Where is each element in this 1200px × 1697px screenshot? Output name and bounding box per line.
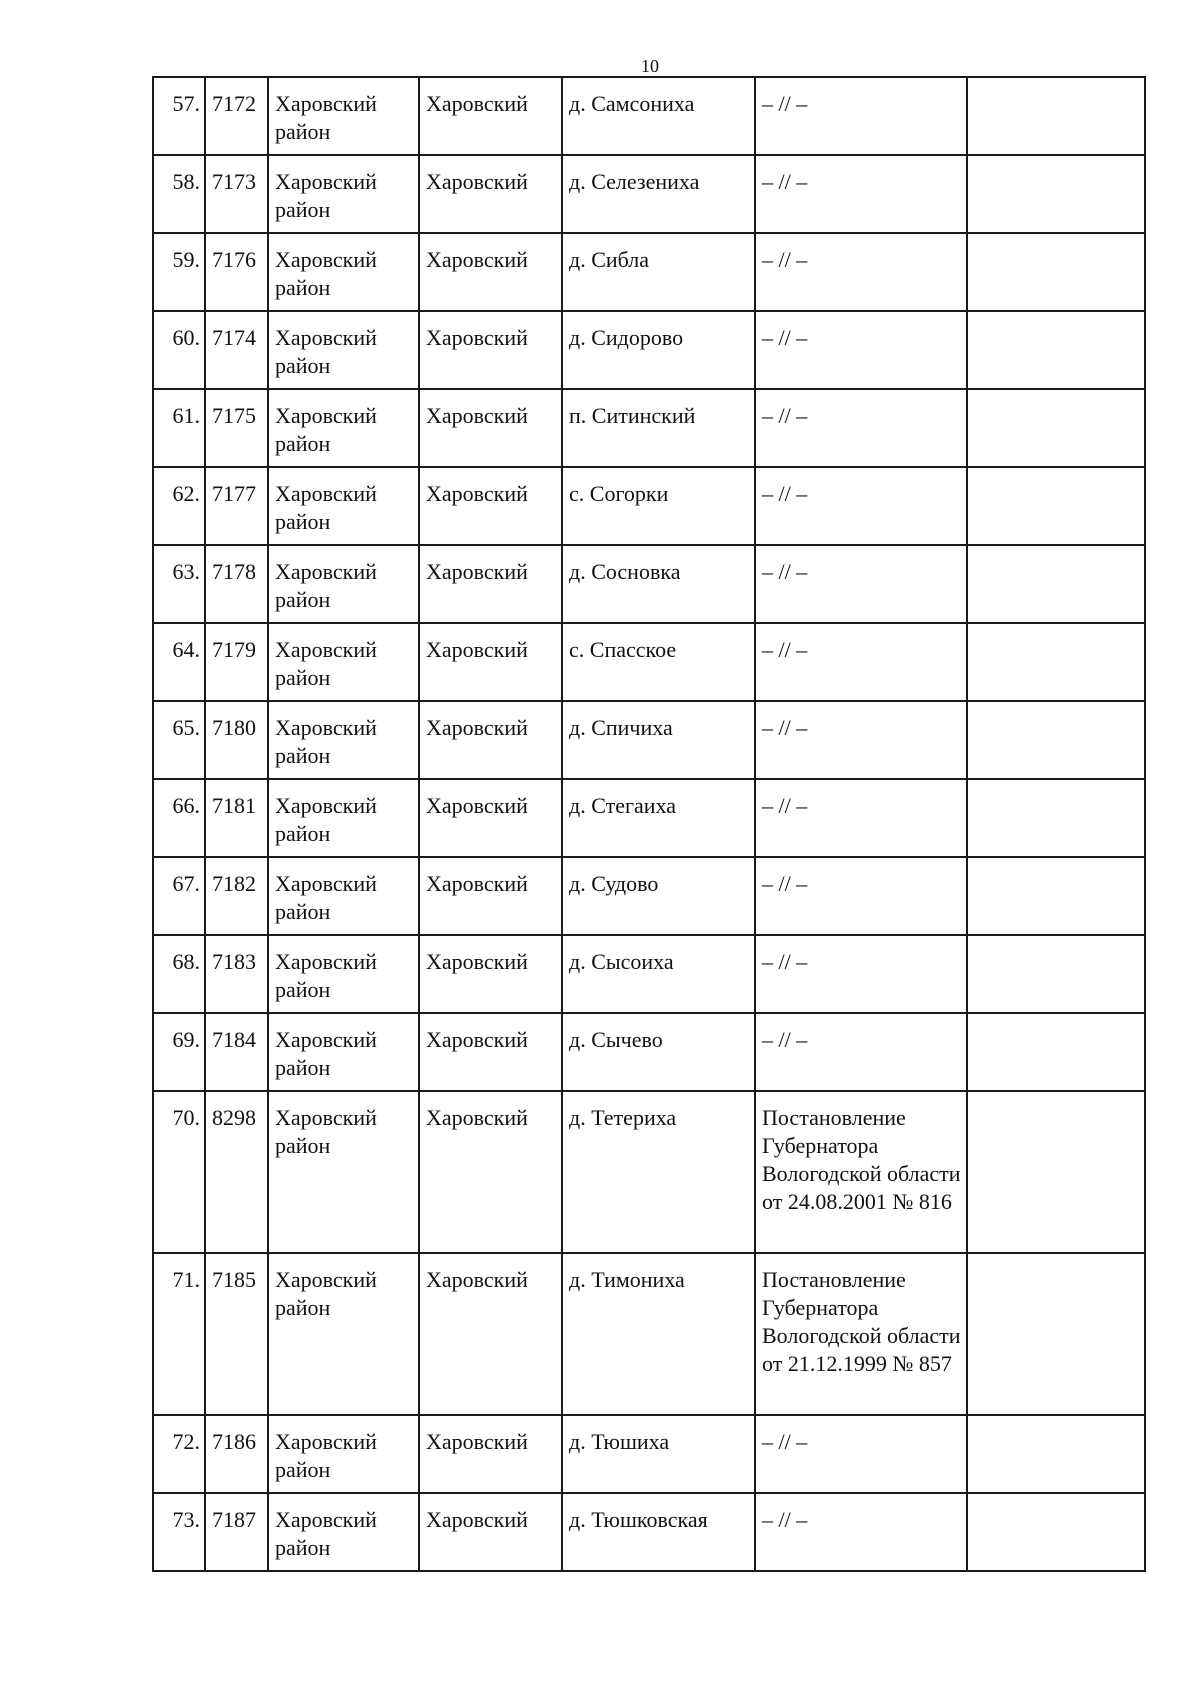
settlement-code: 7176	[205, 233, 268, 311]
note-cell	[967, 155, 1145, 233]
row-number: 63.	[153, 545, 205, 623]
settlement-code: 7186	[205, 1415, 268, 1493]
note-cell	[967, 77, 1145, 155]
table-row	[153, 467, 1145, 545]
settlement-name: д. Сычево	[562, 1013, 755, 1091]
table-row	[153, 311, 1145, 389]
settlement-name: д. Тюшковская	[562, 1493, 755, 1571]
settlement-code: 7185	[205, 1253, 268, 1415]
note-cell	[967, 1415, 1145, 1493]
municipality-name: Харовский	[419, 545, 562, 623]
settlement-code: 7173	[205, 155, 268, 233]
settlements-table	[152, 76, 1146, 1572]
table-row	[153, 1091, 1145, 1253]
note-cell	[967, 857, 1145, 935]
district-name: Харовский район	[268, 1091, 419, 1253]
legal-basis: – // –	[755, 467, 967, 545]
settlement-code: 7172	[205, 77, 268, 155]
municipality-name: Харовский	[419, 701, 562, 779]
row-number: 68.	[153, 935, 205, 1013]
municipality-name: Харовский	[419, 467, 562, 545]
legal-basis: – // –	[755, 311, 967, 389]
row-number: 58.	[153, 155, 205, 233]
settlement-code: 7177	[205, 467, 268, 545]
municipality-name: Харовский	[419, 779, 562, 857]
district-name: Харовский район	[268, 389, 419, 467]
settlement-code: 7174	[205, 311, 268, 389]
settlement-name: д. Самсониха	[562, 77, 755, 155]
row-number: 65.	[153, 701, 205, 779]
municipality-name: Харовский	[419, 935, 562, 1013]
municipality-name: Харовский	[419, 311, 562, 389]
municipality-name: Харовский	[419, 77, 562, 155]
table-body	[153, 77, 1145, 1571]
row-number: 61.	[153, 389, 205, 467]
table-row	[153, 545, 1145, 623]
legal-basis: – // –	[755, 77, 967, 155]
note-cell	[967, 233, 1145, 311]
district-name: Харовский район	[268, 1253, 419, 1415]
legal-basis: Постановление Губернатора Вологодской области от 24.08.2001 № 816	[755, 1091, 967, 1253]
settlement-code: 7175	[205, 389, 268, 467]
settlement-name: д. Тимониха	[562, 1253, 755, 1415]
table-row	[153, 1013, 1145, 1091]
settlement-name: д. Селезениха	[562, 155, 755, 233]
row-number: 64.	[153, 623, 205, 701]
note-cell	[967, 545, 1145, 623]
legal-basis: – // –	[755, 857, 967, 935]
note-cell	[967, 779, 1145, 857]
settlement-code: 7183	[205, 935, 268, 1013]
legal-basis: – // –	[755, 389, 967, 467]
note-cell	[967, 1013, 1145, 1091]
row-number: 70.	[153, 1091, 205, 1253]
legal-basis: Постановление Губернатора Вологодской области от 21.12.1999 № 857	[755, 1253, 967, 1415]
municipality-name: Харовский	[419, 233, 562, 311]
settlement-name: д. Судово	[562, 857, 755, 935]
note-cell	[967, 311, 1145, 389]
settlement-name: с. Спасское	[562, 623, 755, 701]
district-name: Харовский район	[268, 233, 419, 311]
note-cell	[967, 1091, 1145, 1253]
settlement-name: д. Сидорово	[562, 311, 755, 389]
row-number: 57.	[153, 77, 205, 155]
note-cell	[967, 1493, 1145, 1571]
municipality-name: Харовский	[419, 623, 562, 701]
table-row	[153, 233, 1145, 311]
table-row	[153, 389, 1145, 467]
settlement-name: д. Спичиха	[562, 701, 755, 779]
table-row	[153, 155, 1145, 233]
note-cell	[967, 467, 1145, 545]
district-name: Харовский район	[268, 545, 419, 623]
table-row	[153, 779, 1145, 857]
legal-basis: – // –	[755, 701, 967, 779]
settlement-name: п. Ситинский	[562, 389, 755, 467]
note-cell	[967, 701, 1145, 779]
municipality-name: Харовский	[419, 1493, 562, 1571]
settlement-code: 7179	[205, 623, 268, 701]
legal-basis: – // –	[755, 779, 967, 857]
row-number: 73.	[153, 1493, 205, 1571]
municipality-name: Харовский	[419, 857, 562, 935]
legal-basis: – // –	[755, 623, 967, 701]
row-number: 59.	[153, 233, 205, 311]
legal-basis: – // –	[755, 935, 967, 1013]
legal-basis: – // –	[755, 1415, 967, 1493]
table-row	[153, 1493, 1145, 1571]
settlement-name: д. Сысоиха	[562, 935, 755, 1013]
note-cell	[967, 1253, 1145, 1415]
table-row	[153, 623, 1145, 701]
note-cell	[967, 389, 1145, 467]
settlement-code: 7182	[205, 857, 268, 935]
settlement-code: 8298	[205, 1091, 268, 1253]
settlement-name: д. Тетериха	[562, 1091, 755, 1253]
legal-basis: – // –	[755, 1013, 967, 1091]
municipality-name: Харовский	[419, 389, 562, 467]
row-number: 71.	[153, 1253, 205, 1415]
row-number: 72.	[153, 1415, 205, 1493]
settlement-code: 7181	[205, 779, 268, 857]
district-name: Харовский район	[268, 701, 419, 779]
note-cell	[967, 935, 1145, 1013]
district-name: Харовский район	[268, 1493, 419, 1571]
row-number: 66.	[153, 779, 205, 857]
district-name: Харовский район	[268, 311, 419, 389]
municipality-name: Харовский	[419, 1253, 562, 1415]
row-number: 60.	[153, 311, 205, 389]
settlement-code: 7184	[205, 1013, 268, 1091]
district-name: Харовский район	[268, 77, 419, 155]
row-number: 69.	[153, 1013, 205, 1091]
district-name: Харовский район	[268, 1415, 419, 1493]
district-name: Харовский район	[268, 935, 419, 1013]
settlement-code: 7187	[205, 1493, 268, 1571]
municipality-name: Харовский	[419, 1415, 562, 1493]
settlement-name: д. Сибла	[562, 233, 755, 311]
settlement-name: д. Стегаиха	[562, 779, 755, 857]
municipality-name: Харовский	[419, 1013, 562, 1091]
table-row	[153, 701, 1145, 779]
note-cell	[967, 623, 1145, 701]
table-row	[153, 857, 1145, 935]
table-row	[153, 1415, 1145, 1493]
table-row	[153, 935, 1145, 1013]
row-number: 67.	[153, 857, 205, 935]
district-name: Харовский район	[268, 857, 419, 935]
row-number: 62.	[153, 467, 205, 545]
settlement-code: 7180	[205, 701, 268, 779]
district-name: Харовский район	[268, 779, 419, 857]
table-row	[153, 77, 1145, 155]
settlement-code: 7178	[205, 545, 268, 623]
legal-basis: – // –	[755, 1493, 967, 1571]
settlement-name: д. Тюшиха	[562, 1415, 755, 1493]
table-row	[153, 1253, 1145, 1415]
settlement-name: д. Сосновка	[562, 545, 755, 623]
legal-basis: – // –	[755, 545, 967, 623]
district-name: Харовский район	[268, 1013, 419, 1091]
district-name: Харовский район	[268, 467, 419, 545]
municipality-name: Харовский	[419, 1091, 562, 1253]
legal-basis: – // –	[755, 233, 967, 311]
page-number: 10	[641, 56, 659, 76]
district-name: Харовский район	[268, 623, 419, 701]
district-name: Харовский район	[268, 155, 419, 233]
legal-basis: – // –	[755, 155, 967, 233]
settlement-name: с. Согорки	[562, 467, 755, 545]
municipality-name: Харовский	[419, 155, 562, 233]
